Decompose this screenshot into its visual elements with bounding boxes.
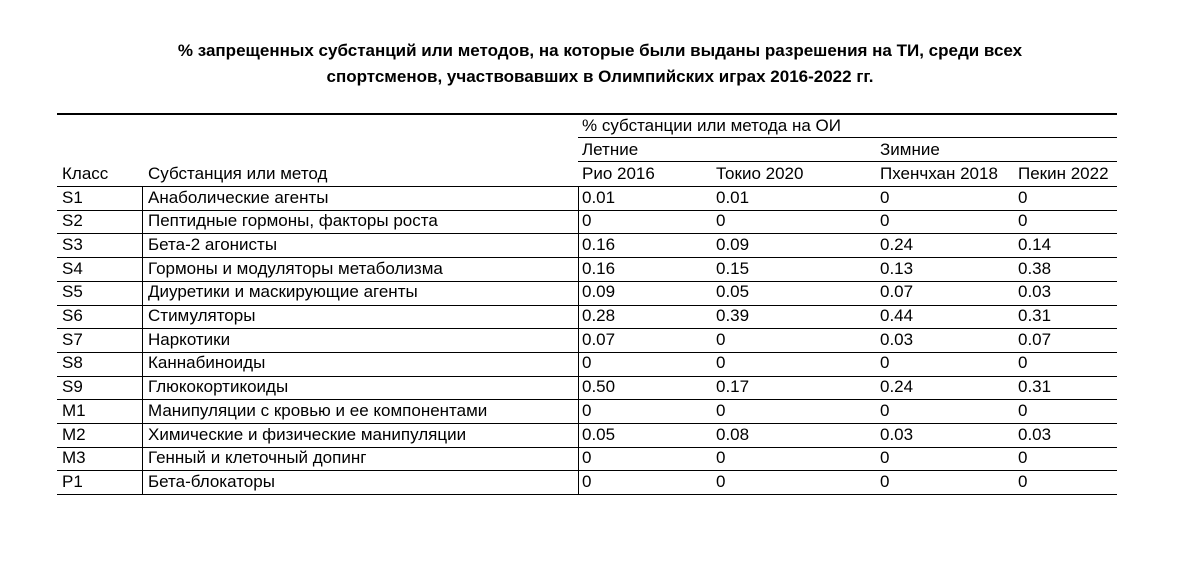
table-cell-value: 0.07 [1018, 329, 1052, 349]
table-cell-value: 0.05 [716, 282, 750, 302]
col-divider-class [142, 186, 143, 494]
table-cell-value: 0 [880, 187, 890, 207]
table-row-class: S1 [62, 187, 83, 207]
table-row-class: S7 [62, 329, 83, 349]
table-row-class: S6 [62, 306, 83, 325]
table-cell-value: 0.09 [716, 234, 750, 254]
table-cell-value: 0.24 [880, 377, 914, 397]
table-cell-value: 0.01 [582, 187, 616, 207]
table-cell-value: 0.07 [880, 282, 914, 302]
chart-title-line-1: % запрещенных субстанций или методов, на которые были выданы разрешения на ТИ, среди всех [177, 41, 1023, 60]
table-row-substance: Химические и физические манипуляции [148, 424, 467, 444]
table-cell-value: 0 [582, 353, 592, 373]
chart-title [0, 38, 1200, 90]
table-cell-value: 0 [582, 448, 592, 468]
table-cell-value: 0 [716, 353, 726, 373]
table-cell-value: 0.38 [1018, 258, 1052, 278]
table-row-substance: Диуретики и маскирующие агенты [148, 282, 418, 302]
table-row-substance: Бета-блокаторы [148, 471, 275, 491]
table-cell-value: 0 [1018, 400, 1028, 420]
col-divider-substance [578, 186, 579, 494]
table-cell-value: 0.44 [880, 306, 914, 325]
table-cell-value: 0.17 [716, 377, 750, 397]
table-row-class: M2 [62, 424, 86, 444]
table-cell-value: 0.31 [1018, 306, 1052, 325]
column-header-1: Субстанция или метод [148, 164, 328, 183]
table-cell-value: 0.03 [1018, 424, 1052, 444]
table-cell-value: 0.01 [716, 187, 750, 207]
table-row-class: M3 [62, 448, 86, 468]
table-row-substance: Генный и клеточный допинг [148, 448, 367, 468]
season-header-winter: Зимние [880, 140, 940, 159]
column-header-4: Пхенчхан 2018 [880, 164, 998, 183]
season-header-rule [578, 161, 1117, 162]
table-cell-value: 0.03 [880, 424, 914, 444]
table-cell-value: 0.16 [582, 258, 616, 278]
table-cell-value: 0 [582, 471, 592, 491]
column-header-5: Пекин 2022 [1018, 164, 1109, 183]
table-row-substance: Каннабиноиды [148, 353, 266, 373]
table-cell-value: 0.39 [716, 306, 750, 325]
table-cell-value: 0 [582, 400, 592, 420]
table-cell-value: 0.15 [716, 258, 750, 278]
column-header-2: Рио 2016 [582, 164, 655, 183]
table-row-substance: Глюкокортикоиды [148, 377, 289, 397]
table-row-class: S2 [62, 211, 83, 231]
table-cell-value: 0 [716, 448, 726, 468]
table-cell-value: 0.09 [582, 282, 616, 302]
table-row-substance: Бета-2 агонисты [148, 234, 278, 254]
table-cell-value: 0 [716, 400, 726, 420]
table-cell-value: 0 [1018, 448, 1028, 468]
group-header: % субстанции или метода на ОИ [582, 116, 841, 135]
table-cell-value: 0 [716, 211, 726, 231]
table-cell-value: 0.07 [582, 329, 616, 349]
table-cell-value: 0 [716, 329, 726, 349]
table-cell-value: 0 [1018, 187, 1028, 207]
table-cell-value: 0 [880, 400, 890, 420]
table-cell-value: 0.14 [1018, 234, 1052, 254]
table-cell-value: 0 [1018, 471, 1028, 491]
table-top-rule [57, 113, 1117, 115]
table-row-class: S4 [62, 258, 83, 278]
table-cell-value: 0 [880, 211, 890, 231]
table-cell-value: 0.24 [880, 234, 914, 254]
column-header-0: Класс [62, 164, 109, 183]
table-row-class: S5 [62, 282, 83, 302]
table-row-substance: Анаболические агенты [148, 187, 329, 207]
table-row-substance: Манипуляции с кровью и ее компонентами [148, 400, 488, 420]
table-cell-value: 0 [880, 353, 890, 373]
table-row-substance: Гормоны и модуляторы метаболизма [148, 258, 443, 278]
table-row-substance: Пептидные гормоны, факторы роста [148, 211, 438, 231]
table-cell-value: 0.03 [880, 329, 914, 349]
table-cell-value: 0.28 [582, 306, 616, 325]
group-header-rule [578, 137, 1117, 138]
table-cell-value: 0 [716, 471, 726, 491]
chart-title-line-2: спортсменов, участвовавших в Олимпийских играх 2016-2022 гг. [326, 67, 874, 86]
table-row-class: S8 [62, 353, 83, 373]
table-cell-value: 0 [1018, 353, 1028, 373]
table-cell-value: 0 [582, 211, 592, 231]
table-cell-value: 0.08 [716, 424, 750, 444]
column-header-3: Токио 2020 [716, 164, 804, 183]
table-cell-value: 0.31 [1018, 377, 1052, 397]
table-row-class: P1 [62, 471, 83, 491]
season-header-summer: Летние [582, 140, 639, 159]
table-cell-value: 0.03 [1018, 282, 1052, 302]
table-row-class: S9 [62, 377, 83, 397]
table-cell-value: 0.16 [582, 234, 616, 254]
table-row-class: M1 [62, 400, 86, 420]
table-cell-value: 0.05 [582, 424, 616, 444]
table-cell-value: 0 [880, 471, 890, 491]
table-row-class: S3 [62, 234, 83, 254]
table-row-substance: Стимуляторы [148, 306, 256, 325]
row-rule-13 [57, 494, 1117, 495]
table-cell-value: 0.50 [582, 377, 616, 397]
table-cell-value: 0 [880, 448, 890, 468]
table-cell-value: 0.13 [880, 258, 914, 278]
table-row-substance: Наркотики [148, 329, 231, 349]
table-cell-value: 0 [1018, 211, 1028, 231]
